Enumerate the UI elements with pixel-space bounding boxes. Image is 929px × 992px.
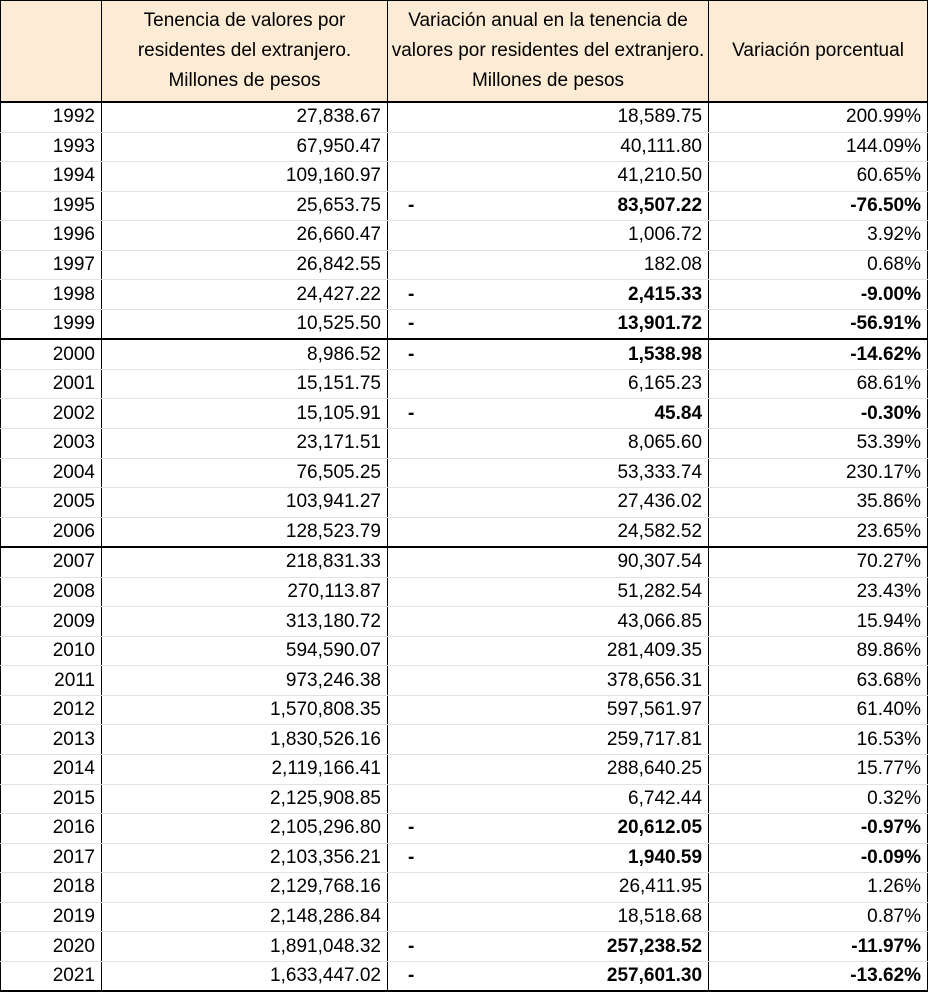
year-cell: 2004 (1, 458, 102, 488)
holding-cell: 15,151.75 (102, 369, 388, 399)
sign-cell (388, 607, 424, 637)
holding-cell: 8,986.52 (102, 339, 388, 369)
sign-cell (388, 102, 424, 132)
year-cell: 2017 (1, 843, 102, 873)
variation-cell: 18,589.75 (424, 102, 709, 132)
table-row (1, 636, 928, 666)
year-cell: 2014 (1, 755, 102, 785)
header-holding: Tenencia de valores por residentes del extranjero. Millones de pesos (102, 1, 388, 103)
holding-cell: 2,148,286.84 (102, 902, 388, 932)
percent-cell: -0.97% (709, 814, 928, 844)
variation-cell: 2,415.33 (424, 280, 709, 310)
percent-cell: -9.00% (709, 280, 928, 310)
header-variation: Variación anual en la tenencia de valores por residentes del extranjero. Millones de pesos (388, 1, 709, 103)
sign-cell (388, 755, 424, 785)
holding-cell: 23,171.51 (102, 429, 388, 459)
percent-cell: 23.43% (709, 577, 928, 607)
sign-cell (388, 695, 424, 725)
table-row (1, 814, 928, 844)
percent-cell: 144.09% (709, 132, 928, 162)
table-row (1, 961, 928, 991)
holding-cell: 26,842.55 (102, 250, 388, 280)
table-row (1, 369, 928, 399)
table-row (1, 102, 928, 132)
variation-cell: 281,409.35 (424, 636, 709, 666)
table-row (1, 607, 928, 637)
table-row (1, 725, 928, 755)
percent-cell: 70.27% (709, 547, 928, 577)
percent-cell: 15.77% (709, 755, 928, 785)
variation-cell: 83,507.22 (424, 191, 709, 221)
table-row (1, 932, 928, 962)
year-cell: 2006 (1, 517, 102, 547)
year-cell: 2015 (1, 784, 102, 814)
table-body (1, 102, 928, 991)
sign-cell (388, 488, 424, 518)
sign-cell (388, 458, 424, 488)
year-cell: 1996 (1, 221, 102, 251)
header-percent: Variación porcentual (709, 1, 928, 103)
variation-cell: 8,065.60 (424, 429, 709, 459)
sign-cell (388, 725, 424, 755)
sign-cell (388, 250, 424, 280)
variation-cell: 18,518.68 (424, 902, 709, 932)
table-row (1, 429, 928, 459)
variation-cell: 90,307.54 (424, 547, 709, 577)
table-row (1, 666, 928, 696)
year-cell: 1999 (1, 309, 102, 339)
sign-cell (388, 547, 424, 577)
table-row (1, 577, 928, 607)
table-row (1, 784, 928, 814)
percent-cell: 0.87% (709, 902, 928, 932)
holding-cell: 1,633,447.02 (102, 961, 388, 991)
variation-cell: 40,111.80 (424, 132, 709, 162)
holding-cell: 973,246.38 (102, 666, 388, 696)
percent-cell: 53.39% (709, 429, 928, 459)
table-row (1, 162, 928, 192)
table-row (1, 250, 928, 280)
percent-cell: -56.91% (709, 309, 928, 339)
holding-cell: 2,129,768.16 (102, 873, 388, 903)
table-row (1, 339, 928, 369)
sign-cell: - (388, 309, 424, 339)
year-cell: 2005 (1, 488, 102, 518)
holding-cell: 27,838.67 (102, 102, 388, 132)
year-cell: 2013 (1, 725, 102, 755)
variation-cell: 182.08 (424, 250, 709, 280)
percent-cell: 230.17% (709, 458, 928, 488)
year-cell: 2001 (1, 369, 102, 399)
sign-cell (388, 517, 424, 547)
percent-cell: -0.30% (709, 399, 928, 429)
variation-cell: 6,165.23 (424, 369, 709, 399)
variation-cell: 1,538.98 (424, 339, 709, 369)
sign-cell: - (388, 191, 424, 221)
year-cell: 2000 (1, 339, 102, 369)
percent-cell: 200.99% (709, 102, 928, 132)
holding-cell: 76,505.25 (102, 458, 388, 488)
table-row (1, 843, 928, 873)
variation-cell: 13,901.72 (424, 309, 709, 339)
holding-cell: 1,830,526.16 (102, 725, 388, 755)
variation-cell: 27,436.02 (424, 488, 709, 518)
percent-cell: -14.62% (709, 339, 928, 369)
percent-cell: 68.61% (709, 369, 928, 399)
sign-cell (388, 873, 424, 903)
variation-cell: 6,742.44 (424, 784, 709, 814)
sign-cell: - (388, 932, 424, 962)
table-row (1, 458, 928, 488)
year-cell: 2007 (1, 547, 102, 577)
variation-cell: 597,561.97 (424, 695, 709, 725)
holding-cell: 10,525.50 (102, 309, 388, 339)
variation-cell: 43,066.85 (424, 607, 709, 637)
sign-cell: - (388, 339, 424, 369)
holding-cell: 109,160.97 (102, 162, 388, 192)
year-cell: 2020 (1, 932, 102, 962)
holding-cell: 2,105,296.80 (102, 814, 388, 844)
sign-cell (388, 429, 424, 459)
variation-cell: 24,582.52 (424, 517, 709, 547)
year-cell: 2012 (1, 695, 102, 725)
table-row (1, 132, 928, 162)
variation-cell: 378,656.31 (424, 666, 709, 696)
percent-cell: 63.68% (709, 666, 928, 696)
sign-cell (388, 162, 424, 192)
year-cell: 1995 (1, 191, 102, 221)
year-cell: 2010 (1, 636, 102, 666)
table-row (1, 280, 928, 310)
sign-cell (388, 132, 424, 162)
variation-cell: 1,940.59 (424, 843, 709, 873)
table-row (1, 902, 928, 932)
percent-cell: 15.94% (709, 607, 928, 637)
percent-cell: 0.32% (709, 784, 928, 814)
table-row (1, 309, 928, 339)
holding-cell: 26,660.47 (102, 221, 388, 251)
variation-cell: 259,717.81 (424, 725, 709, 755)
sign-cell: - (388, 399, 424, 429)
sign-cell: - (388, 814, 424, 844)
holding-cell: 15,105.91 (102, 399, 388, 429)
header-row (1, 1, 928, 103)
year-cell: 1994 (1, 162, 102, 192)
variation-cell: 20,612.05 (424, 814, 709, 844)
sign-cell (388, 636, 424, 666)
holding-cell: 67,950.47 (102, 132, 388, 162)
holding-cell: 218,831.33 (102, 547, 388, 577)
table-row (1, 399, 928, 429)
sign-cell (388, 666, 424, 696)
percent-cell: -13.62% (709, 961, 928, 991)
header-year (1, 1, 102, 103)
sign-cell (388, 221, 424, 251)
year-cell: 2009 (1, 607, 102, 637)
year-cell: 2019 (1, 902, 102, 932)
table-row (1, 221, 928, 251)
holding-cell: 313,180.72 (102, 607, 388, 637)
year-cell: 1998 (1, 280, 102, 310)
holding-cell: 594,590.07 (102, 636, 388, 666)
percent-cell: -76.50% (709, 191, 928, 221)
year-cell: 2011 (1, 666, 102, 696)
percent-cell: 16.53% (709, 725, 928, 755)
percent-cell: 35.86% (709, 488, 928, 518)
variation-cell: 26,411.95 (424, 873, 709, 903)
year-cell: 2003 (1, 429, 102, 459)
holding-cell: 103,941.27 (102, 488, 388, 518)
year-cell: 2016 (1, 814, 102, 844)
holding-cell: 128,523.79 (102, 517, 388, 547)
holding-cell: 2,125,908.85 (102, 784, 388, 814)
table-row (1, 191, 928, 221)
holding-cell: 270,113.87 (102, 577, 388, 607)
table-row (1, 517, 928, 547)
sign-cell: - (388, 843, 424, 873)
year-cell: 1997 (1, 250, 102, 280)
holding-cell: 1,891,048.32 (102, 932, 388, 962)
percent-cell: 60.65% (709, 162, 928, 192)
sign-cell (388, 902, 424, 932)
variation-cell: 257,238.52 (424, 932, 709, 962)
variation-cell: 51,282.54 (424, 577, 709, 607)
table-row (1, 873, 928, 903)
holding-cell: 2,103,356.21 (102, 843, 388, 873)
variation-cell: 288,640.25 (424, 755, 709, 785)
year-cell: 1992 (1, 102, 102, 132)
percent-cell: -0.09% (709, 843, 928, 873)
year-cell: 2018 (1, 873, 102, 903)
table-row (1, 755, 928, 785)
sign-cell (388, 369, 424, 399)
sign-cell: - (388, 280, 424, 310)
holding-cell: 24,427.22 (102, 280, 388, 310)
holding-cell: 25,653.75 (102, 191, 388, 221)
year-cell: 2021 (1, 961, 102, 991)
holding-cell: 1,570,808.35 (102, 695, 388, 725)
percent-cell: 61.40% (709, 695, 928, 725)
percent-cell: 89.86% (709, 636, 928, 666)
percent-cell: 1.26% (709, 873, 928, 903)
variation-cell: 1,006.72 (424, 221, 709, 251)
table-row (1, 695, 928, 725)
variation-cell: 45.84 (424, 399, 709, 429)
variation-cell: 41,210.50 (424, 162, 709, 192)
table-row (1, 547, 928, 577)
percent-cell: 23.65% (709, 517, 928, 547)
year-cell: 2008 (1, 577, 102, 607)
year-cell: 2002 (1, 399, 102, 429)
sign-cell (388, 577, 424, 607)
table-row (1, 488, 928, 518)
variation-cell: 53,333.74 (424, 458, 709, 488)
percent-cell: 0.68% (709, 250, 928, 280)
percent-cell: 3.92% (709, 221, 928, 251)
holding-cell: 2,119,166.41 (102, 755, 388, 785)
sign-cell (388, 784, 424, 814)
variation-cell: 257,601.30 (424, 961, 709, 991)
percent-cell: -11.97% (709, 932, 928, 962)
sign-cell: - (388, 961, 424, 991)
year-cell: 1993 (1, 132, 102, 162)
